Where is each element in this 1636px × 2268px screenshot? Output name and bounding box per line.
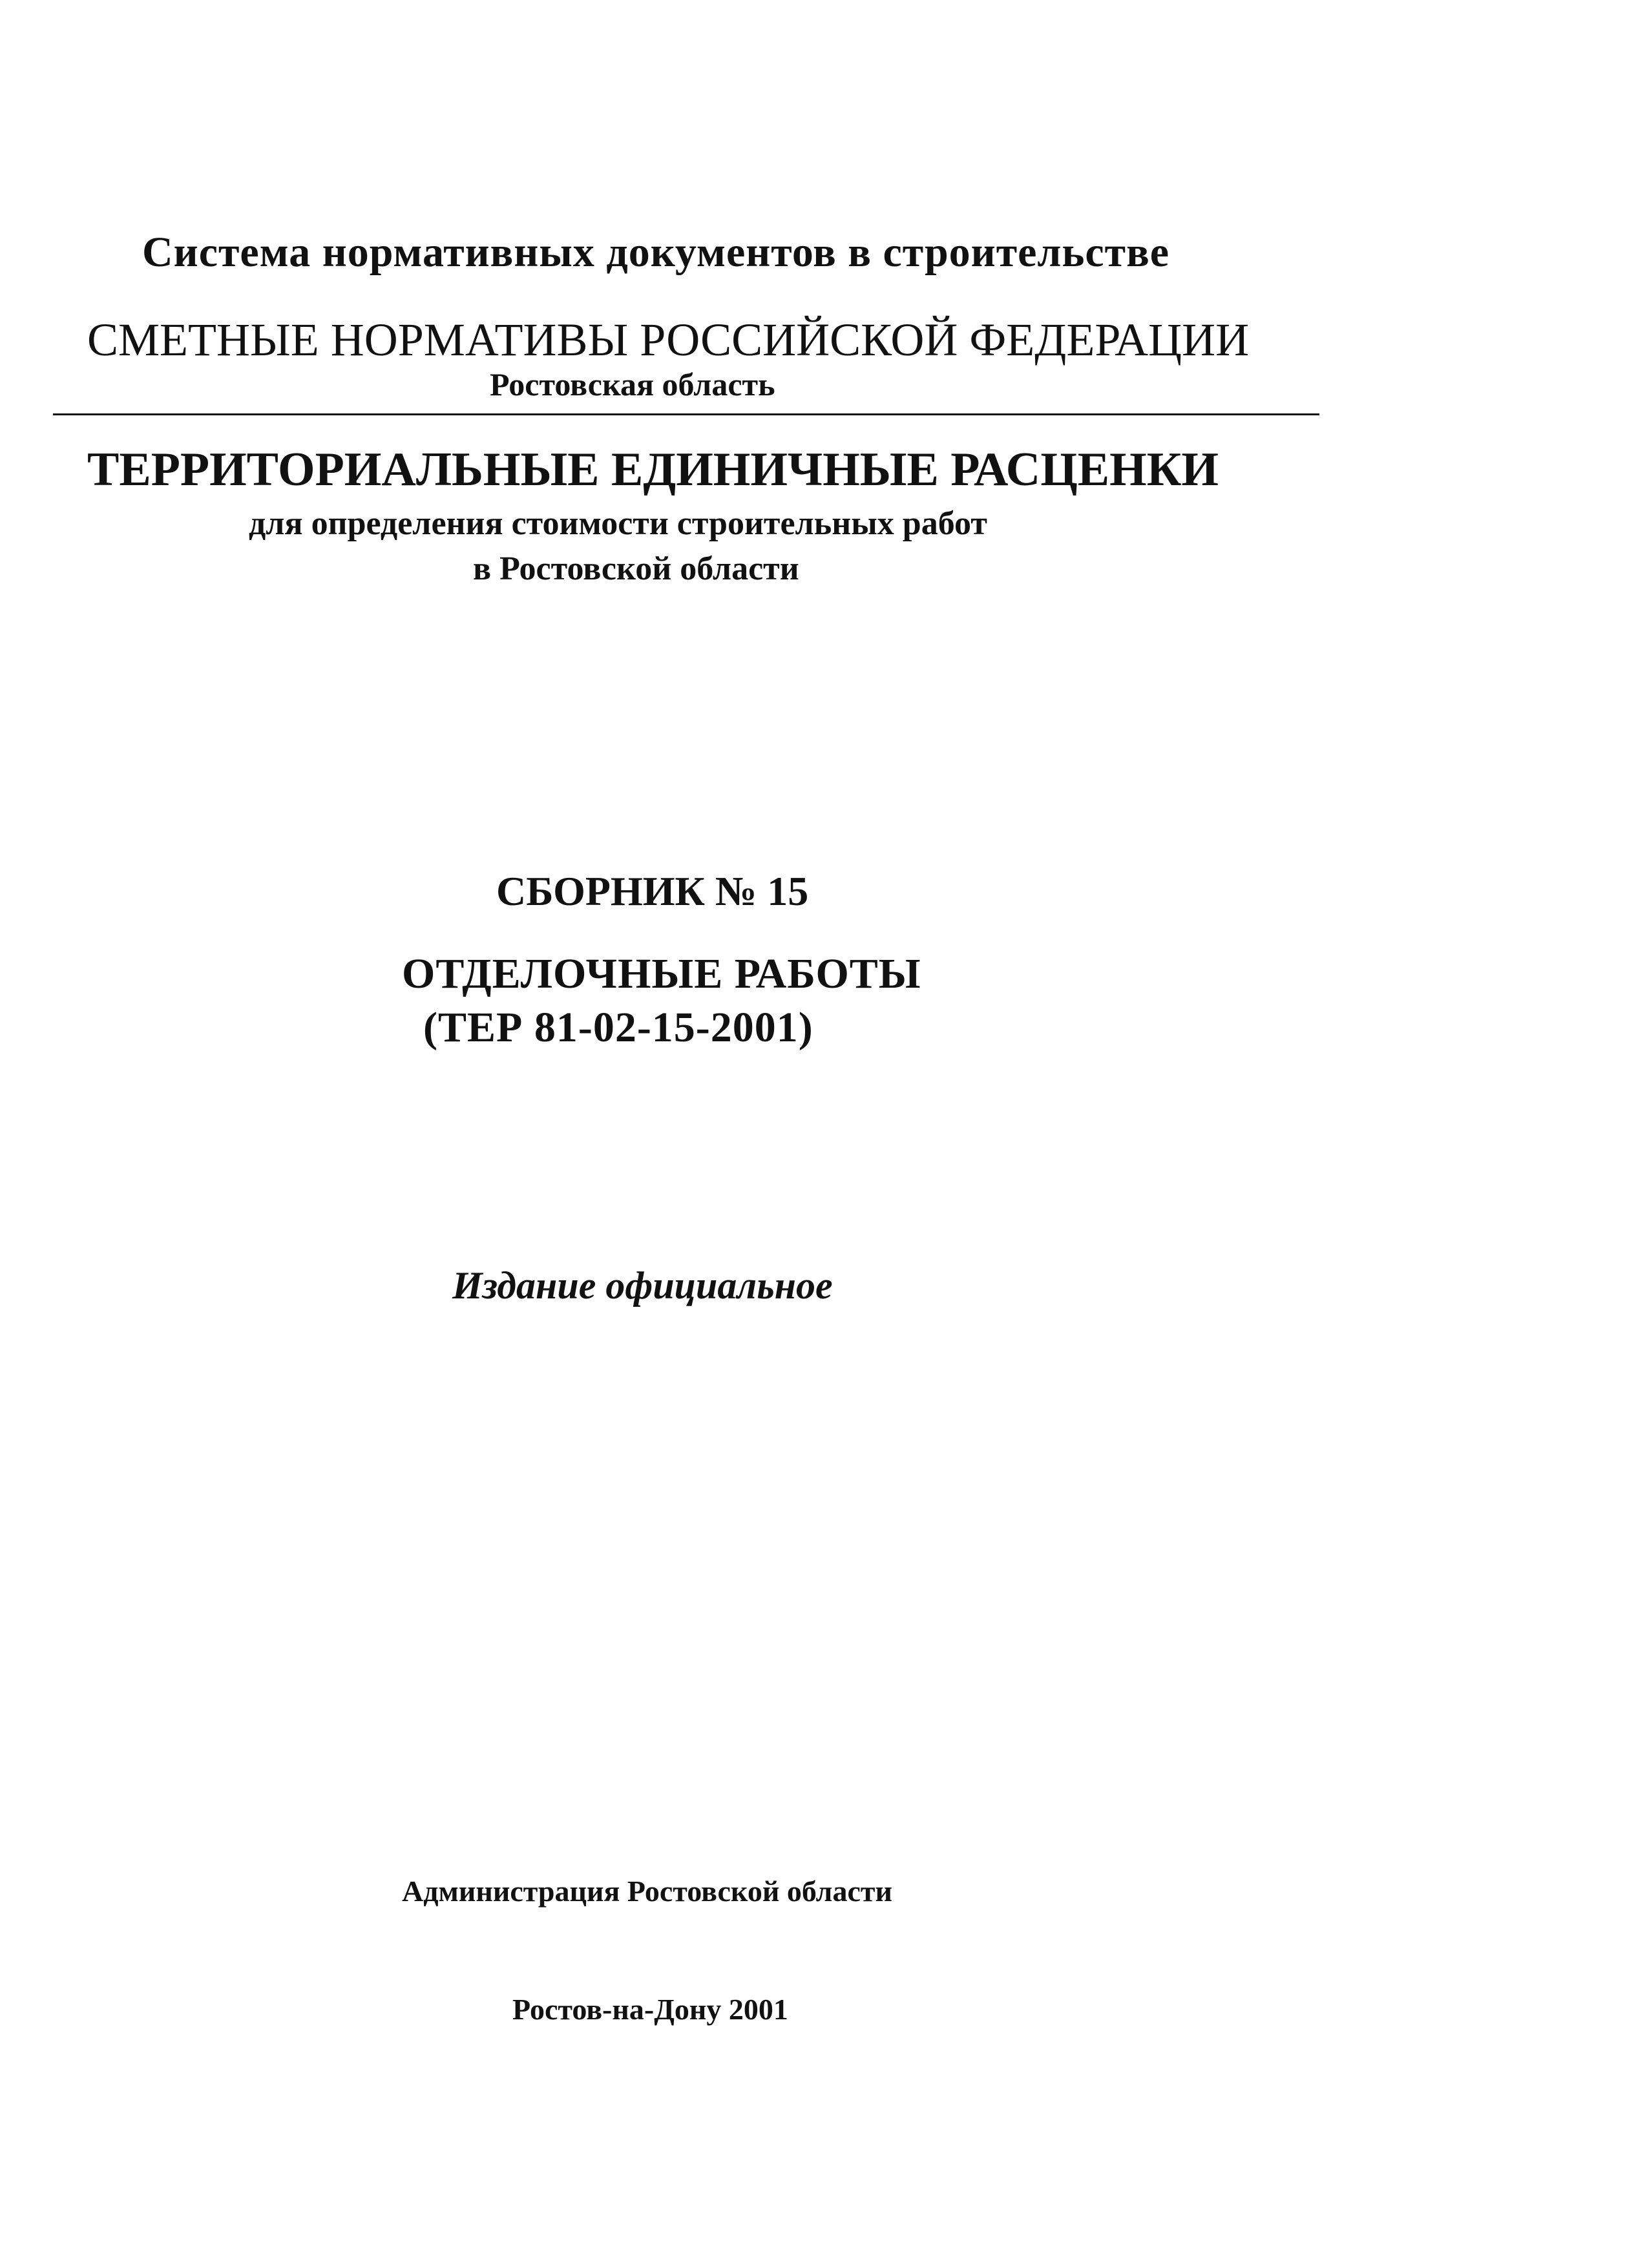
publisher: Администрация Ростовской области [402,1875,892,1908]
collection-name: ОТДЕЛОЧНЫЕ РАБОТЫ [402,950,921,997]
collection-number: СБОРНИК № 15 [496,868,809,914]
title-subtitle-line2: в Ростовской области [473,550,799,587]
collection-code: (ТЕР 81-02-15-2001) [423,1004,813,1051]
horizontal-rule [53,413,1319,415]
edition-label: Издание официальное [452,1264,833,1307]
system-heading: Система нормативных документов в строительстве [142,229,1170,276]
city-year: Ростов-на-Дону 2001 [512,1993,788,2026]
normatives-heading: СМЕТНЫЕ НОРМАТИВЫ РОССИЙСКОЙ ФЕДЕРАЦИИ [87,314,1250,366]
title-subtitle-line1: для определения стоимости строительных работ [249,505,987,542]
document-title: ТЕРРИТОРИАЛЬНЫЕ ЕДИНИЧНЫЕ РАСЦЕНКИ [87,443,1219,496]
region-subheading: Ростовская область [490,366,775,402]
